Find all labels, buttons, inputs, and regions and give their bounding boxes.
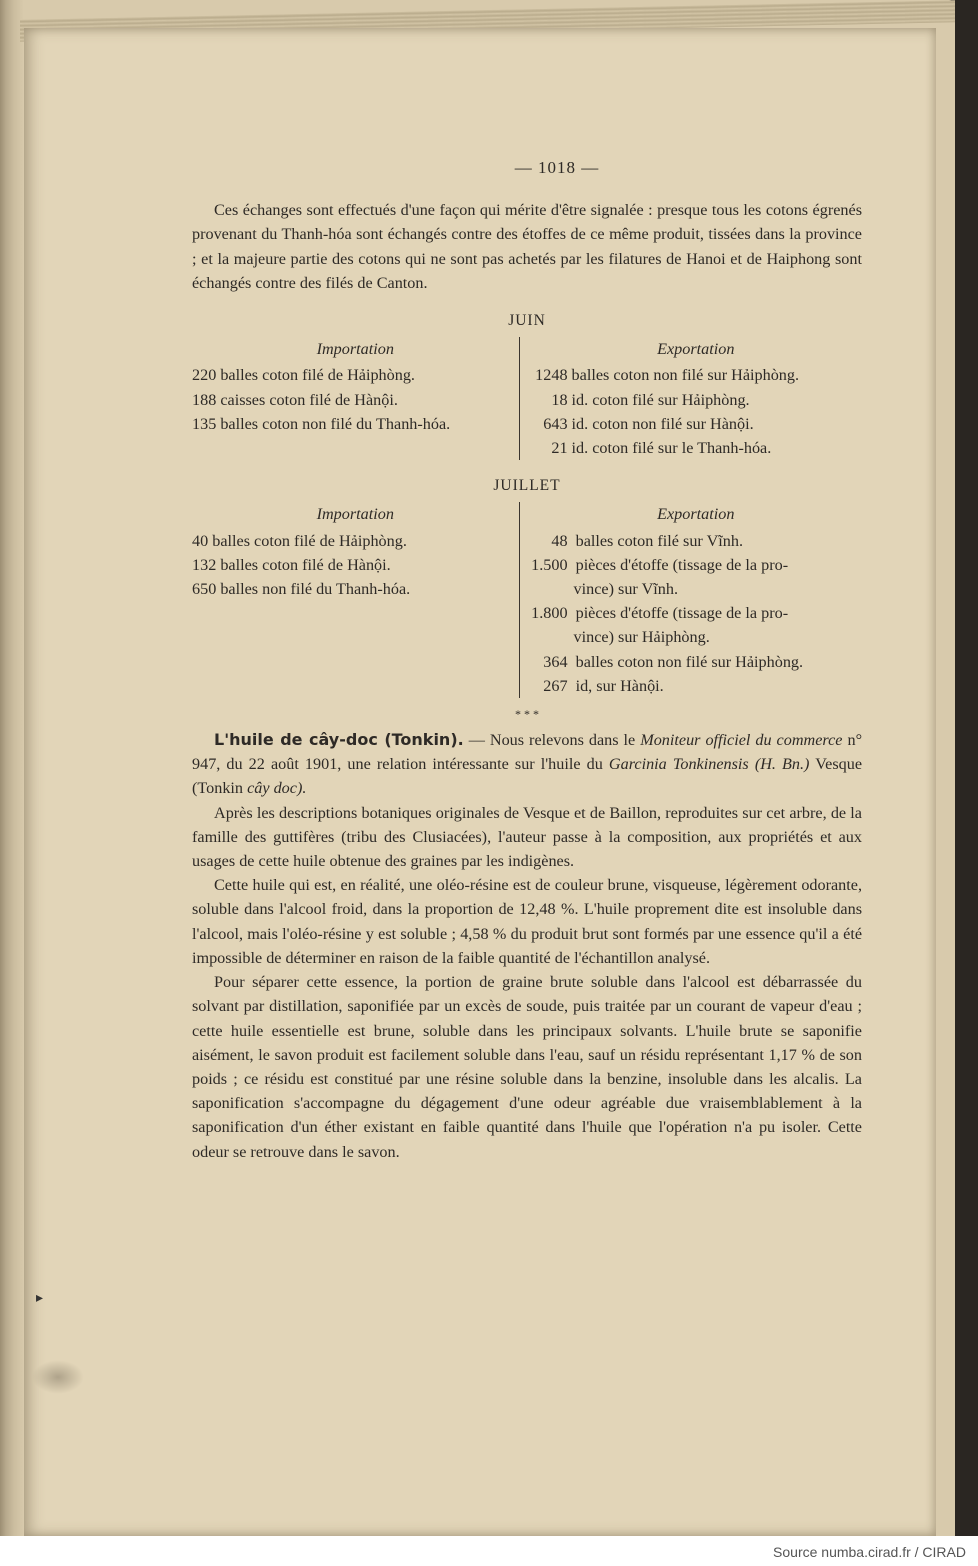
article-title: L'huile de cây-doc (Tonkin).	[214, 730, 464, 750]
juin-export-title: Exportation	[657, 340, 735, 359]
juillet-import-column	[192, 502, 519, 698]
juin-export-column	[519, 337, 862, 460]
heading-juillet: JUILLET	[493, 477, 561, 495]
section-asterism: * * *	[515, 707, 539, 722]
table-row: 18 id. coton filé sur Hảiphòng.	[551, 390, 750, 409]
heading-juin: JUIN	[508, 312, 546, 330]
margin-smudge	[32, 1360, 84, 1394]
table-row: 267 id, sur Hànội.	[543, 676, 664, 695]
table-row: 132 balles coton filé de Hànội.	[192, 555, 391, 574]
article-lead: L'huile de cây-doc (Tonkin). — Nous relevons dans le Moniteur officiel du commerce n° 947, du 22 août 1901, une relation intéressante sur l'huile du Garcinia Tonkinensis (H. Bn.) Vesque (Tonkin cây doc).	[192, 730, 863, 798]
table-row: 1.500 pièces d'étoffe (tissage de la pro-	[531, 555, 789, 574]
page-content	[192, 150, 862, 1164]
juin-import-column	[192, 337, 519, 460]
table-row: 135 balles coton non filé du Thanh-hóa.	[192, 414, 451, 433]
page-number: — 1018 —	[514, 158, 600, 177]
juin-import-title: Importation	[316, 340, 394, 359]
journal-name: Moniteur officiel du commerce	[640, 731, 843, 750]
article-paragraph-3: Cette huile qui est, en réalité, une oléo-résine est de couleur brune, visqueuse, légèrement odorante, soluble dans l'alcool froid, dans la proportion de 12,48 %. L'huile proprement dite est insoluble dans l'alcool, mais l'oléo-résine y est soluble ; 4,58 % du produit brut sont formés par une essence qu'il a été impossible de déterminer en raison de la faible quantité de l'échantillon analysé.	[192, 876, 862, 967]
article-paragraph-2: Après les descriptions botaniques originales de Vesque et de Baillon, reproduites sur cet arbre, de la famille des guttifères (tribu des Clusiacées), l'auteur passe à la composition, aux propriétés et aux usages de cette huile obtenue des graines par les indigènes.	[192, 803, 862, 871]
table-row: 188 caisses coton filé de Hànội.	[192, 390, 398, 409]
intro-paragraph: Ces échanges sont effectués d'une façon qui mérite d'être signalée : presque tous les cotons égrenés provenant du Thanh-hóa sont échangés contre des étoffes de ce même produit, tissées dans la province ; et la majeure partie des cotons qui ne sont pas achetés par les filatures de Hanoi et de Haiphong sont échangés contre des filés de Canton.	[192, 201, 862, 292]
table-row: 650 balles non filé du Thanh-hóa.	[192, 580, 411, 599]
table-row: 48 balles coton filé sur Vĩnh.	[551, 531, 743, 550]
table-row: vince) sur Hảiphòng.	[573, 628, 710, 647]
table-row: 1.800 pièces d'étoffe (tissage de la pro-	[531, 604, 789, 623]
species-name: Garcinia Tonkinensis	[608, 755, 749, 774]
table-juin	[192, 337, 862, 460]
table-row: 40 balles coton filé de Hảiphòng.	[192, 531, 407, 550]
article-paragraph-4: Pour séparer cette essence, la portion de graine brute soluble dans l'alcool est débarrassée du solvant par distillation, saponifiée par un excès de soude, puis traitée par un courant de vapeur d'eau ; cette huile essentielle est brune, soluble dans les principaux solvants. L'huile brute se saponifie aisément, le savon produit est facilement soluble dans l'eau, sauf un résidu représentant 1,17 % de son poids ; ce résidu est constitué par une résine soluble dans la benzine, insoluble dans les alcalis. La saponification s'accompagne du dégagement d'une odeur agréable due vraisemblablement à la saponification d'un éther existant en faible quantité dans l'huile que l'opération n'a pu isoler. Cette odeur se retrouve dans le savon.	[192, 973, 862, 1161]
juillet-import-title: Importation	[316, 505, 394, 524]
table-row: 364 balles coton non filé sur Hảiphòng.	[543, 652, 804, 671]
juillet-export-column	[519, 502, 862, 698]
table-row: 643 id. coton non filé sur Hànội.	[543, 414, 754, 433]
table-row: vince) sur Vĩnh.	[573, 580, 678, 599]
table-row: 220 balles coton filé de Hảiphòng.	[192, 366, 415, 385]
table-row: 21 id. coton filé sur le Thanh-hóa.	[551, 439, 772, 458]
margin-arrow-mark: ▸	[36, 1290, 44, 1306]
source-footer: Source numba.cirad.fr / CIRAD	[773, 1544, 966, 1560]
table-juillet	[192, 502, 862, 698]
table-row: 1248 balles coton non filé sur Hảiphòng.	[535, 366, 800, 385]
juillet-export-title: Exportation	[657, 505, 735, 524]
